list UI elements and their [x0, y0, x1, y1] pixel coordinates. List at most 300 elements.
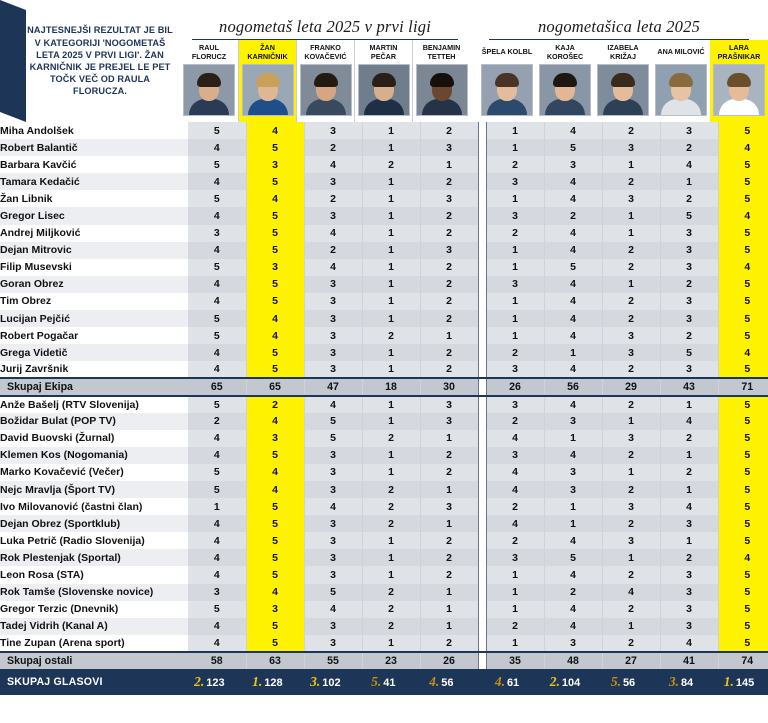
section-divider — [478, 601, 486, 618]
vote-cell-women-0: 26 — [486, 378, 544, 395]
vote-cell-men-1: 4 — [246, 122, 304, 139]
vote-cell-men-4: 1 — [420, 156, 478, 173]
vote-cell-women-4: 5 — [718, 447, 768, 464]
vote-cell-men-2: 47 — [304, 378, 362, 395]
vote-cell-men-2: 3 — [304, 618, 362, 635]
vote-cell-men-2: 3 — [304, 635, 362, 652]
table-row — [0, 413, 768, 430]
vote-cell-men-2: 3 — [304, 566, 362, 583]
vote-cell-women-4: 5 — [718, 498, 768, 515]
vote-cell-women-0: 4 — [486, 464, 544, 481]
vote-cell-women-0: 1 — [486, 139, 544, 156]
voter-name: Robert Balantič — [0, 139, 188, 156]
vote-cell-women-3: 2 — [660, 549, 718, 566]
titles-row — [180, 0, 768, 40]
vote-cell-men-3: 1 — [362, 549, 420, 566]
player-header-women-4[interactable] — [710, 40, 768, 122]
table-total-row — [0, 652, 768, 669]
avatar — [183, 64, 235, 116]
footer-total-women-1 — [536, 674, 594, 690]
blurb-navy-bar — [0, 0, 26, 122]
footer-rank: 2. — [194, 674, 205, 689]
voter-name: Tim Obrez — [0, 295, 52, 308]
footer-rank: 3. — [310, 674, 321, 689]
vote-cell-men-3: 1 — [362, 207, 420, 224]
player-name-label: KAJA KOROŠEC — [546, 42, 584, 61]
vote-cell-women-1: 3 — [544, 464, 602, 481]
table-row — [0, 122, 768, 139]
vote-cell-women-3: 4 — [660, 498, 718, 515]
vote-cell-women-1: 5 — [544, 259, 602, 276]
vote-cell-women-0: 1 — [486, 327, 544, 344]
player-header-men-3[interactable] — [354, 40, 412, 122]
votes-table — [0, 122, 768, 669]
table-row — [0, 259, 768, 276]
voter-name: Grega Videtič — [0, 344, 188, 361]
table-row — [0, 601, 768, 618]
vote-cell-men-4: 3 — [420, 190, 478, 207]
vote-cell-women-0: 3 — [486, 549, 544, 566]
table-row — [0, 156, 768, 173]
vote-cell-women-4: 4 — [718, 549, 768, 566]
vote-cell-women-1: 4 — [544, 532, 602, 549]
vote-cell-women-4: 5 — [718, 601, 768, 618]
vote-cell-men-1: 3 — [246, 430, 304, 447]
voter-name: David Buovski (Žurnal) — [0, 432, 115, 445]
player-header-women-2[interactable] — [594, 40, 652, 122]
vote-cell-men-3: 2 — [362, 498, 420, 515]
vote-cell-women-4: 5 — [718, 481, 768, 498]
vote-cell-men-3: 1 — [362, 413, 420, 430]
vote-cell-women-0: 2 — [486, 344, 544, 361]
voter-name: Dejan Mitrovic — [0, 242, 188, 259]
avatar — [539, 64, 591, 116]
vote-cell-men-3: 1 — [362, 344, 420, 361]
voter-name: Dejan Obrez (Sportklub) — [0, 515, 188, 532]
player-header-men-4[interactable] — [412, 40, 470, 122]
vote-cell-men-0: 4 — [188, 635, 246, 652]
avatar — [358, 64, 410, 116]
vote-cell-men-0: 4 — [188, 430, 246, 447]
vote-cell-men-3: 2 — [362, 327, 420, 344]
footer-value: 123 — [206, 677, 225, 689]
vote-cell-women-2: 1 — [602, 618, 660, 635]
vote-cell-men-1: 4 — [246, 413, 304, 430]
footer-value: 145 — [735, 677, 755, 689]
section-divider — [478, 549, 486, 566]
footer-rank: 5. — [371, 674, 382, 689]
table-total-row — [0, 378, 768, 395]
vote-cell-men-3: 1 — [362, 190, 420, 207]
vote-cell-women-2: 2 — [602, 566, 660, 583]
vote-cell-men-0: 4 — [188, 549, 246, 566]
footer-total-women-3 — [652, 674, 710, 690]
women-category-title — [478, 0, 760, 40]
footer-value: 104 — [561, 677, 581, 689]
vote-cell-men-4: 2 — [420, 361, 478, 378]
vote-cell-women-3: 3 — [660, 122, 718, 139]
men-title-underline — [192, 39, 459, 40]
vote-cell-men-1: 5 — [246, 242, 304, 259]
vote-cell-women-2: 2 — [602, 242, 660, 259]
vote-cell-women-2: 3 — [602, 532, 660, 549]
vote-cell-men-2: 55 — [304, 652, 362, 669]
vote-cell-women-1: 1 — [544, 344, 602, 361]
vote-cell-women-0: 2 — [486, 498, 544, 515]
vote-cell-women-2: 2 — [602, 447, 660, 464]
vote-cell-men-1: 5 — [246, 447, 304, 464]
vote-cell-men-0: 65 — [188, 378, 246, 395]
vote-cell-men-2: 3 — [304, 293, 362, 310]
vote-cell-women-4: 5 — [718, 618, 768, 635]
footer-women-totals — [478, 674, 768, 690]
footer-total-women-2 — [594, 674, 652, 690]
vote-cell-men-3: 1 — [362, 635, 420, 652]
vote-cell-men-1: 4 — [246, 327, 304, 344]
vote-cell-men-2: 3 — [304, 122, 362, 139]
table-row — [0, 242, 768, 259]
vote-cell-women-4: 5 — [718, 156, 768, 173]
vote-cell-men-4: 3 — [420, 139, 478, 156]
vote-cell-men-3: 1 — [362, 361, 420, 378]
vote-cell-women-1: 4 — [544, 601, 602, 618]
voter-name: Rok Plestenjak (Sportal) — [0, 549, 188, 566]
player-header-men-0[interactable] — [180, 40, 238, 122]
vote-cell-women-0: 1 — [486, 293, 544, 310]
vote-cell-women-3: 3 — [660, 225, 718, 242]
vote-cell-women-1: 4 — [544, 618, 602, 635]
vote-cell-women-1: 3 — [544, 481, 602, 498]
vote-cell-men-1: 5 — [246, 635, 304, 652]
vote-cell-men-2: 3 — [304, 310, 362, 327]
vote-cell-men-3: 1 — [362, 139, 420, 156]
player-header-men-2[interactable] — [296, 40, 354, 122]
vote-cell-men-3: 1 — [362, 396, 420, 413]
vote-cell-women-2: 1 — [602, 225, 660, 242]
section-divider — [478, 515, 486, 532]
vote-cell-women-2: 2 — [602, 361, 660, 378]
vote-cell-women-3: 3 — [660, 566, 718, 583]
vote-cell-men-1: 5 — [246, 344, 304, 361]
vote-cell-women-3: 43 — [660, 378, 718, 395]
vote-cell-men-3: 1 — [362, 122, 420, 139]
vote-cell-men-2: 4 — [304, 259, 362, 276]
vote-cell-women-2: 1 — [602, 549, 660, 566]
vote-cell-women-4: 71 — [718, 378, 768, 395]
vote-cell-women-1: 4 — [544, 310, 602, 327]
vote-cell-men-4: 1 — [420, 327, 478, 344]
vote-cell-women-2: 2 — [602, 515, 660, 532]
table-row — [0, 532, 768, 549]
vote-cell-women-0: 1 — [486, 601, 544, 618]
section-divider — [478, 310, 486, 327]
vote-cell-men-0: 4 — [188, 173, 246, 190]
vote-cell-men-0: 3 — [188, 584, 246, 601]
vote-cell-men-2: 2 — [304, 190, 362, 207]
voter-name: Marko Kovačević (Večer) — [0, 466, 124, 479]
table-row — [0, 173, 768, 190]
avatar — [242, 64, 294, 116]
vote-cell-women-1: 1 — [544, 430, 602, 447]
footer-men-totals — [180, 674, 470, 690]
vote-cell-men-3: 1 — [362, 447, 420, 464]
vote-cell-women-2: 2 — [602, 310, 660, 327]
vote-cell-men-1: 2 — [246, 396, 304, 413]
voter-name: Klemen Kos (Nogomania) — [0, 447, 188, 464]
vote-cell-men-2: 3 — [304, 549, 362, 566]
section-divider — [478, 413, 486, 430]
players-row — [180, 40, 768, 122]
table-row — [0, 515, 768, 532]
vote-cell-women-1: 4 — [544, 122, 602, 139]
vote-cell-women-3: 4 — [660, 635, 718, 652]
player-name-label: ANA MILOVIĆ — [657, 47, 705, 57]
vote-cell-men-0: 5 — [188, 396, 246, 413]
vote-cell-men-4: 2 — [420, 276, 478, 293]
vote-cell-women-0: 1 — [486, 584, 544, 601]
vote-cell-men-0: 5 — [188, 259, 246, 276]
vote-cell-women-0: 1 — [486, 242, 544, 259]
voter-name: Jurij Završnik — [0, 363, 69, 376]
vote-cell-men-4: 2 — [420, 225, 478, 242]
vote-cell-women-3: 3 — [660, 618, 718, 635]
vote-cell-women-0: 2 — [486, 156, 544, 173]
footer-total-men-4 — [412, 674, 470, 690]
vote-cell-men-4: 1 — [420, 481, 478, 498]
vote-cell-women-1: 4 — [544, 242, 602, 259]
vote-cell-women-2: 1 — [602, 156, 660, 173]
footer-rank: 1. — [252, 674, 263, 689]
vote-cell-men-0: 1 — [188, 498, 246, 515]
section-divider — [478, 447, 486, 464]
vote-cell-men-3: 2 — [362, 618, 420, 635]
vote-cell-men-2: 3 — [304, 361, 362, 378]
vote-cell-women-4: 5 — [718, 532, 768, 549]
vote-cell-women-3: 2 — [660, 430, 718, 447]
voter-name: Tamara Kedačić — [0, 173, 188, 190]
vote-cell-women-3: 3 — [660, 310, 718, 327]
vote-cell-men-0: 4 — [188, 139, 246, 156]
vote-cell-women-4: 5 — [718, 276, 768, 293]
vote-cell-women-4: 5 — [718, 396, 768, 413]
vote-cell-men-4: 1 — [420, 430, 478, 447]
vote-cell-men-2: 3 — [304, 464, 362, 481]
vote-cell-men-0: 5 — [188, 156, 246, 173]
avatar — [713, 64, 765, 116]
vote-cell-women-0: 2 — [486, 618, 544, 635]
vote-cell-women-1: 2 — [544, 207, 602, 224]
table-row — [0, 464, 768, 481]
vote-cell-men-2: 2 — [304, 242, 362, 259]
player-name-label: LARA PRAŠNIKAR — [717, 42, 761, 61]
voter-name: Božidar Bulat (POP TV) — [0, 413, 188, 430]
vote-cell-women-1: 48 — [544, 652, 602, 669]
vote-cell-women-2: 2 — [602, 259, 660, 276]
table-row — [0, 207, 768, 224]
avatar — [300, 64, 352, 116]
vote-cell-women-1: 4 — [544, 276, 602, 293]
vote-cell-women-1: 3 — [544, 156, 602, 173]
vote-cell-women-0: 3 — [486, 447, 544, 464]
total-label: Skupaj Ekipa — [0, 378, 188, 395]
vote-cell-men-3: 2 — [362, 156, 420, 173]
vote-cell-women-2: 2 — [602, 293, 660, 310]
footer-rank: 4. — [494, 674, 505, 689]
vote-cell-women-0: 3 — [486, 396, 544, 413]
vote-cell-women-4: 5 — [718, 242, 768, 259]
vote-cell-women-1: 5 — [544, 549, 602, 566]
vote-cell-women-4: 5 — [718, 225, 768, 242]
vote-cell-women-4: 5 — [718, 173, 768, 190]
vote-cell-men-0: 4 — [188, 207, 246, 224]
section-divider — [478, 464, 486, 481]
vote-cell-men-3: 1 — [362, 242, 420, 259]
vote-cell-men-4: 2 — [420, 173, 478, 190]
vote-cell-men-4: 2 — [420, 566, 478, 583]
vote-cell-men-4: 2 — [420, 344, 478, 361]
vote-cell-women-1: 3 — [544, 413, 602, 430]
vote-cell-women-4: 5 — [718, 464, 768, 481]
header-gap — [470, 40, 478, 122]
footer-total-women-0 — [478, 674, 536, 690]
vote-cell-men-1: 4 — [246, 190, 304, 207]
vote-cell-women-3: 5 — [660, 207, 718, 224]
voter-name: Ivo Milovanović (častni član) — [0, 500, 143, 513]
vote-cell-men-3: 1 — [362, 566, 420, 583]
section-divider — [478, 207, 486, 224]
table-row — [0, 139, 768, 156]
vote-cell-men-0: 4 — [188, 293, 246, 310]
vote-cell-men-1: 5 — [246, 293, 304, 310]
vote-cell-men-4: 30 — [420, 378, 478, 395]
vote-cell-women-2: 2 — [602, 173, 660, 190]
vote-cell-women-4: 4 — [718, 344, 768, 361]
vote-cell-women-3: 2 — [660, 190, 718, 207]
footer-total-women-4 — [710, 674, 768, 690]
footer-total-men-1 — [238, 674, 296, 690]
section-divider — [478, 584, 486, 601]
vote-cell-men-4: 2 — [420, 122, 478, 139]
vote-cell-men-0: 58 — [188, 652, 246, 669]
table-row — [0, 481, 768, 498]
voter-name: Lucijan Pejčić — [0, 310, 188, 327]
vote-cell-men-1: 3 — [246, 156, 304, 173]
vote-cell-men-1: 4 — [246, 584, 304, 601]
vote-cell-women-2: 2 — [602, 396, 660, 413]
section-divider — [478, 259, 486, 276]
vote-cell-women-4: 5 — [718, 293, 768, 310]
vote-cell-men-0: 3 — [188, 225, 246, 242]
vote-cell-men-0: 5 — [188, 464, 246, 481]
vote-cell-men-1: 4 — [246, 481, 304, 498]
vote-cell-men-4: 2 — [420, 207, 478, 224]
vote-cell-women-0: 3 — [486, 361, 544, 378]
vote-cell-men-2: 3 — [304, 481, 362, 498]
vote-cell-men-0: 2 — [188, 413, 246, 430]
player-header-men-1[interactable] — [238, 40, 296, 122]
footer-value: 56 — [441, 677, 454, 689]
vote-cell-women-0: 4 — [486, 515, 544, 532]
voter-name: Tine Zupan (Arena sport) — [0, 636, 125, 649]
player-header-women-3[interactable] — [652, 40, 710, 122]
vote-cell-men-0: 5 — [188, 601, 246, 618]
player-header-women-1[interactable] — [536, 40, 594, 122]
vote-cell-women-0: 1 — [486, 310, 544, 327]
vote-cell-men-0: 4 — [188, 566, 246, 583]
vote-cell-women-0: 2 — [486, 413, 544, 430]
vote-cell-men-3: 2 — [362, 515, 420, 532]
vote-cell-women-3: 3 — [660, 242, 718, 259]
vote-cell-women-3: 1 — [660, 532, 718, 549]
player-name-label: RAUL FLORUCZ — [191, 42, 227, 61]
player-header-women-0[interactable] — [478, 40, 536, 122]
table-row — [0, 566, 768, 583]
table-row — [0, 447, 768, 464]
section-divider — [478, 242, 486, 259]
vote-cell-women-0: 1 — [486, 190, 544, 207]
vote-cell-women-2: 3 — [602, 344, 660, 361]
section-divider — [478, 361, 486, 378]
avatar — [416, 64, 468, 116]
table-row — [0, 293, 768, 310]
section-divider — [478, 139, 486, 156]
vote-cell-men-4: 1 — [420, 618, 478, 635]
vote-cell-women-2: 27 — [602, 652, 660, 669]
vote-cell-men-1: 5 — [246, 207, 304, 224]
vote-cell-men-1: 5 — [246, 532, 304, 549]
total-label: Skupaj ostali — [0, 652, 188, 669]
section-divider — [478, 327, 486, 344]
footer-label: SKUPAJ GLASOVI — [7, 676, 103, 688]
vote-cell-women-3: 5 — [660, 344, 718, 361]
section-divider — [478, 396, 486, 413]
vote-cell-men-0: 4 — [188, 361, 246, 378]
vote-cell-women-4: 5 — [718, 566, 768, 583]
vote-cell-men-3: 1 — [362, 173, 420, 190]
section-divider — [478, 430, 486, 447]
table-row — [0, 361, 768, 378]
table-row — [0, 549, 768, 566]
vote-cell-men-3: 2 — [362, 584, 420, 601]
avatar — [597, 64, 649, 116]
vote-cell-women-1: 2 — [544, 584, 602, 601]
vote-cell-women-4: 5 — [718, 361, 768, 378]
vote-cell-women-3: 2 — [660, 327, 718, 344]
avatar — [655, 64, 707, 116]
footer-value: 56 — [622, 677, 636, 689]
vote-cell-women-4: 4 — [718, 207, 768, 224]
vote-cell-men-1: 5 — [246, 498, 304, 515]
vote-cell-women-2: 3 — [602, 190, 660, 207]
footer-value: 61 — [506, 677, 520, 689]
section-divider — [478, 532, 486, 549]
vote-cell-men-1: 5 — [246, 618, 304, 635]
voter-name: Robert Pogačar — [0, 329, 79, 342]
vote-cell-men-2: 3 — [304, 327, 362, 344]
section-divider — [478, 498, 486, 515]
table-row — [0, 225, 768, 242]
table-row — [0, 327, 768, 344]
vote-cell-women-1: 1 — [544, 515, 602, 532]
vote-cell-women-4: 4 — [718, 259, 768, 276]
player-name-label: ŠPELA KOLBL — [481, 47, 533, 57]
vote-cell-women-1: 4 — [544, 566, 602, 583]
player-name-label: ŽAN KARNIČNIK — [247, 42, 288, 61]
vote-cell-women-3: 3 — [660, 601, 718, 618]
vote-cell-women-0: 1 — [486, 635, 544, 652]
vote-cell-men-3: 1 — [362, 310, 420, 327]
vote-cell-women-2: 3 — [602, 139, 660, 156]
